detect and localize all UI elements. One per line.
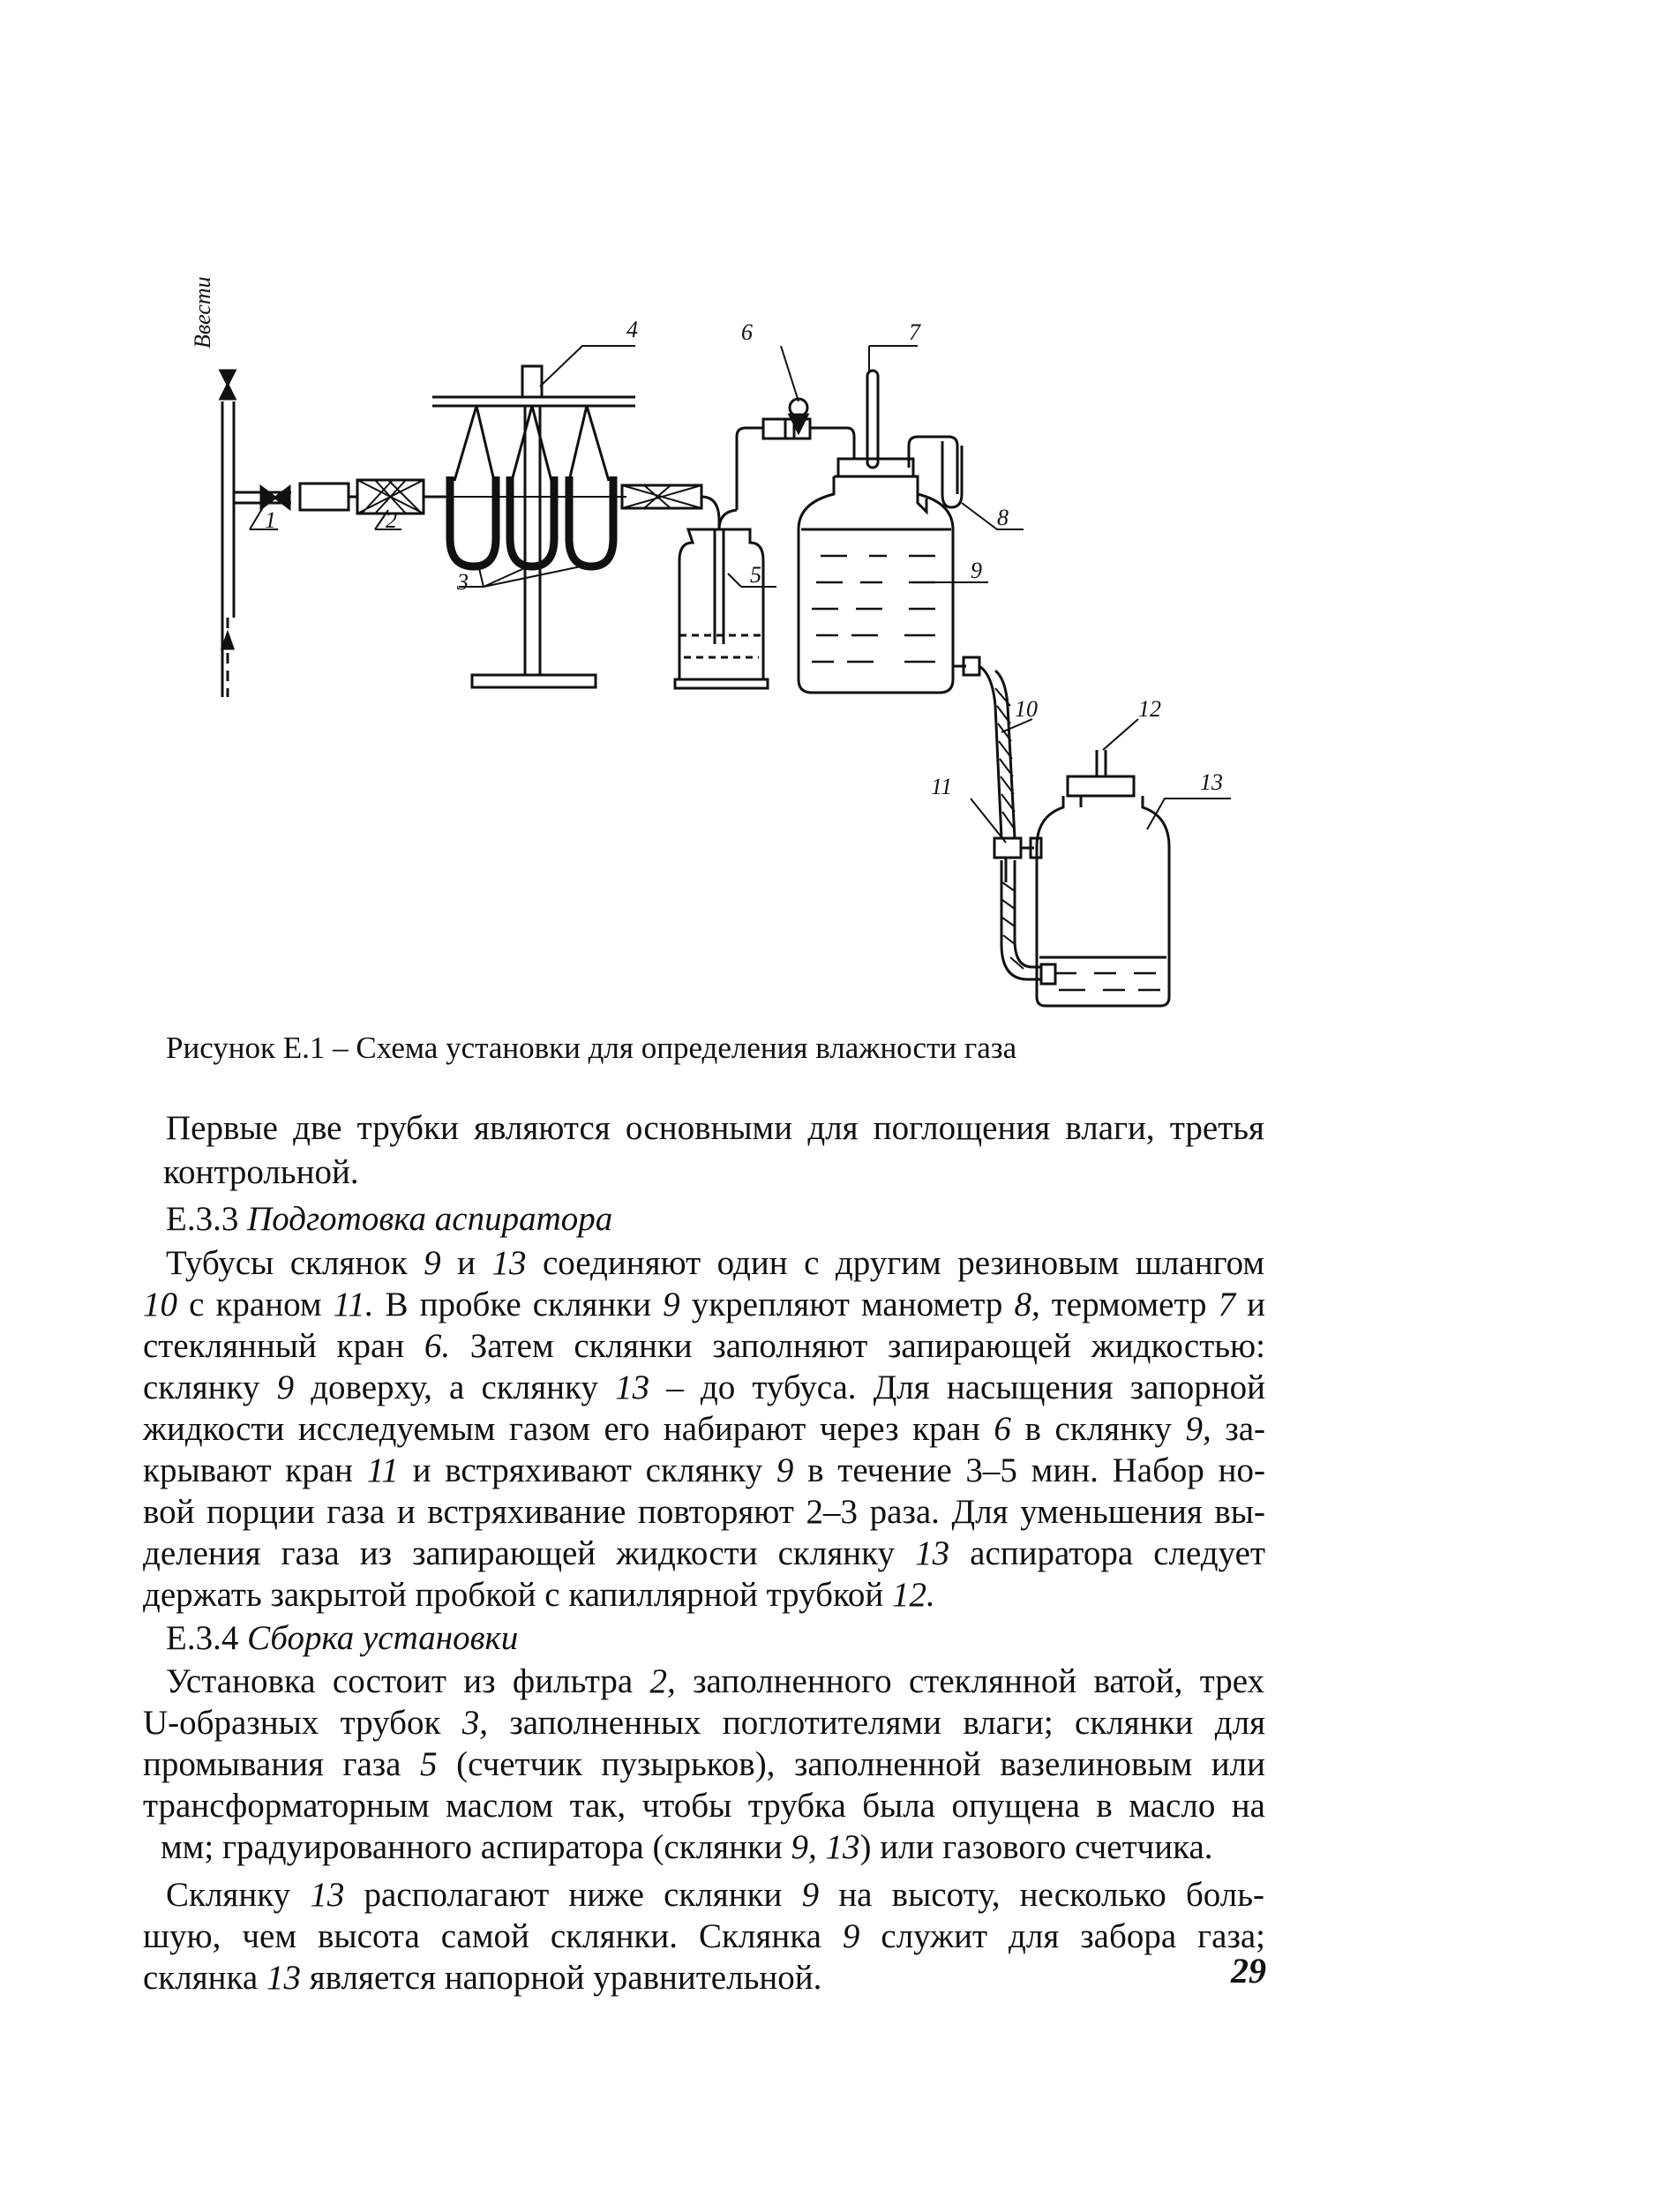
- inlet-vertical-label: Ввести: [190, 276, 215, 349]
- section-number: Е.3.4: [166, 1619, 239, 1657]
- label-10: 10: [1015, 696, 1038, 722]
- hose-to-5: [622, 485, 719, 529]
- section-title: Подготовка аспиратора: [247, 1200, 613, 1238]
- label-5: 5: [750, 562, 761, 588]
- section-e34-heading: [166, 1617, 1300, 1660]
- label-8: 8: [997, 505, 1009, 530]
- label-4: 4: [626, 317, 638, 342]
- label-6: 6: [741, 319, 753, 345]
- bottle-9: [799, 437, 962, 693]
- p2-line-5: жидкости исследуемым газом его набирают через кран 6 в склянку 9, за-: [143, 1410, 1266, 1448]
- bubble-counter-5: [675, 510, 768, 688]
- section-title: Сборка установки: [247, 1619, 519, 1657]
- figure-caption: Рисунок Е.1 – Схема установки для определения влажности газа: [166, 1031, 1017, 1065]
- p2-line-7: вой порции газа и встряхивание повторяют 2–3 раза. Для уменьшения вы-: [143, 1493, 1265, 1531]
- p3-line-5: мм; градуированного аспиратора (склянки 9, 13) или газового счетчика.: [161, 1828, 1213, 1866]
- p2-line-1: Тубусы склянок 9 и 13 соединяют один с другим резиновым шлангом: [166, 1244, 1265, 1282]
- label-7: 7: [909, 319, 920, 345]
- section-e33-heading: [166, 1198, 1300, 1241]
- section-number: Е.3.3: [166, 1200, 239, 1238]
- figure-labels: [265, 317, 1223, 799]
- p2-line-8: деления газа из запирающей жидкости склянку 13 аспиратора следует: [143, 1534, 1265, 1572]
- p3-line-2: U-образных трубок 3, заполненных поглотителями влаги; склянки для: [143, 1704, 1266, 1742]
- leader-lines: [250, 346, 1231, 843]
- p3-line-4: трансформаторным маслом так, чтобы трубка была опущена в масло на: [143, 1787, 1265, 1825]
- p4-line-1: Склянку 13 располагают ниже склянки 9 на высоту, несколько боль-: [166, 1876, 1265, 1914]
- setup-diagram: [0, 0, 1665, 1024]
- label-13: 13: [1200, 769, 1223, 795]
- gas-inlet-pipe: [221, 371, 235, 697]
- label-2: 2: [386, 507, 397, 533]
- p2-line-2: 10 с краном 11. В пробке склянки 9 укрепляют манометр 8, термометр 7 и: [143, 1286, 1266, 1323]
- p3-line-3: промывания газа 5 (счетчик пузырьков), заполненной вазелиновым или: [143, 1745, 1266, 1783]
- p2-line-4: склянку 9 доверху, а склянку 13 – до тубуса. Для насыщения запорной: [143, 1368, 1266, 1406]
- hose-to-13: [1001, 860, 1055, 984]
- label-3: 3: [457, 569, 469, 595]
- label-11: 11: [931, 774, 953, 799]
- p4-line-3: склянка 13 является напорной уравнительной.: [143, 1959, 822, 1997]
- valve-1: [234, 487, 291, 508]
- u-tube-stand: [432, 366, 635, 687]
- p1-line-1: Первые две трубки являются основными для поглощения влаги, третья: [166, 1109, 1264, 1147]
- valve-6: [737, 399, 854, 510]
- thermometer-7: [867, 371, 878, 468]
- p3-line-1: Установка состоит из фильтра 2, заполненного стеклянной ватой, трех: [166, 1662, 1265, 1700]
- label-1: 1: [265, 507, 276, 533]
- hose-10: [953, 657, 1015, 838]
- label-9: 9: [971, 558, 982, 583]
- p1-line-2: контрольной.: [163, 1153, 359, 1191]
- p2-line-3: стеклянный кран 6. Затем склянки заполняют запирающей жидкостью:: [143, 1327, 1266, 1365]
- filter-2: [300, 480, 446, 514]
- p2-line-6: крывают кран 11 и встряхивают склянку 9 в течение 3–5 мин. Набор но-: [143, 1451, 1266, 1489]
- page-number: 29: [1231, 1951, 1266, 1991]
- p2-line-9: держать закрытой пробкой с капиллярной трубкой 12.: [143, 1576, 935, 1614]
- label-12: 12: [1138, 696, 1161, 722]
- p4-line-2: шую, чем высота самой склянки. Склянка 9 служит для забора газа;: [143, 1917, 1265, 1955]
